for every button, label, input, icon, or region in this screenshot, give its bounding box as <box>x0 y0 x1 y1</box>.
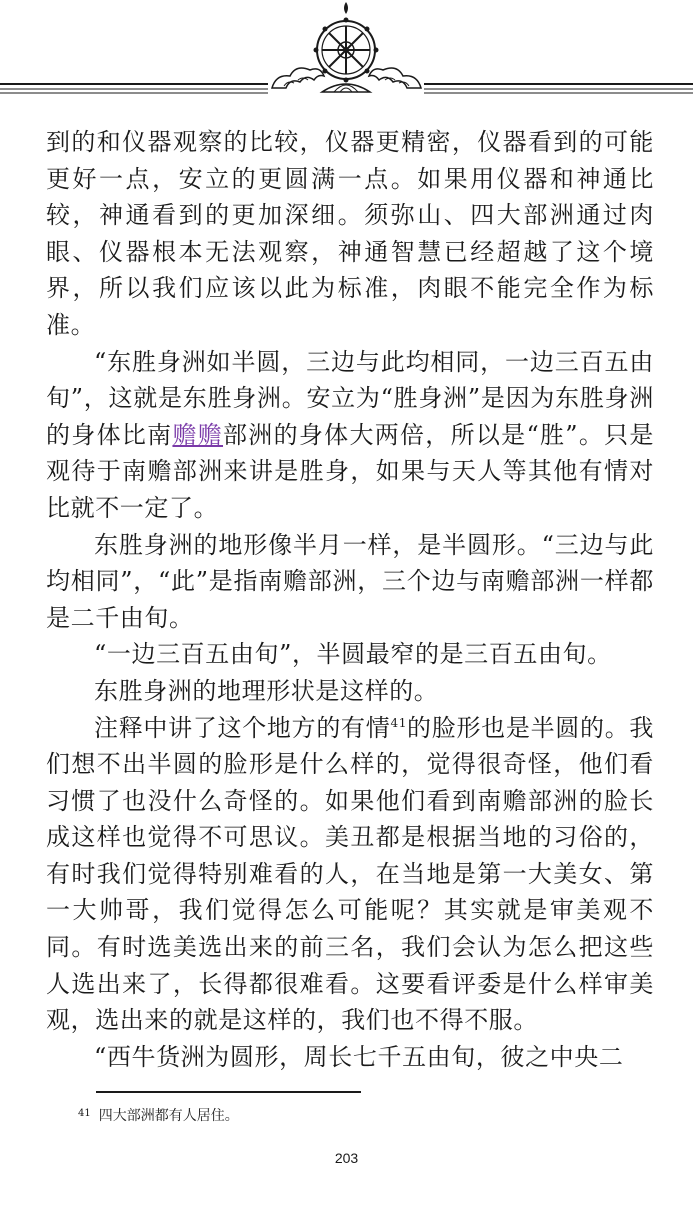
footnote-number: 41 <box>78 1108 91 1119</box>
paragraph-text: 的脸形也是半圆的。我们想不出半圆的脸形是什么样的，觉得很奇怪，他们看习惯了也没什么奇怪的。如果他们看到南赡部洲的脸长成这样也觉得不可思议。美丑都是根据当地的习俗的，有时我们觉得特别难看的人，在当地是第一大美女、第一大帅哥，我们觉得怎么可能呢？其实就是审美观不同。有时选美选出来的前三名，我们会认为怎么把这些人选出来了，长得都很难看。这要看评委是什么样审美观，选出来的就是这样的，我们也不得不服。 <box>46 713 655 1035</box>
paragraph: “西牛货洲为圆形，周长七千五由旬，彼之中央二 <box>94 1042 624 1071</box>
annotated-word-link[interactable]: 赡赡 <box>172 420 224 449</box>
paragraph-text: “东胜身洲如半圆，三边与此均相同，一边三百五由旬”，这就是东胜身洲。安立为“胜身洲”是因为东胜身洲的身体比南 <box>46 347 654 449</box>
footnote-divider <box>96 1091 361 1093</box>
paragraph: “一边三百五由旬”，半圆最窄的是三百五由旬。 <box>94 640 612 669</box>
paragraph: 到的和仪器观察的比较，仪器更精密，仪器看到的可能更好一点，安立的更圆满一点。如果用仪器和神通比较，神通看到的更加深细。须弥山、四大部洲通过肉眼、仪器根本无法观察，神通智慧已经超越了这个境界，所以我们应该以此为标准，肉眼不能完全作为标准。 <box>46 128 654 339</box>
paragraph: 东胜身洲的地形像半月一样，是半圆形。“三边与此均相同”，“此”是指南赡部洲，三个边与南赡部洲一样都是二千由旬。 <box>46 530 654 632</box>
paragraph <box>46 344 654 527</box>
paragraph: 东胜身洲的地理形状是这样的。 <box>94 676 439 705</box>
paragraph <box>46 710 654 1039</box>
main-text <box>46 124 654 1075</box>
page-header-ornament <box>0 0 693 110</box>
paragraph-text: 部洲的身体大两倍，所以是“胜”。只是观待于南赡部洲来讲是胜身，如果与天人等其他有情对比就不一定了。 <box>46 420 655 522</box>
footnote <box>78 1104 239 1126</box>
footnote-reference[interactable]: 41 <box>390 715 407 730</box>
dharma-wheel-icon <box>0 0 693 110</box>
page-number: 203 <box>334 1150 359 1166</box>
paragraph-text: 注释中讲了这个地方的有情 <box>94 713 391 742</box>
footnote-text: 四大部洲都有人居住。 <box>98 1108 239 1124</box>
